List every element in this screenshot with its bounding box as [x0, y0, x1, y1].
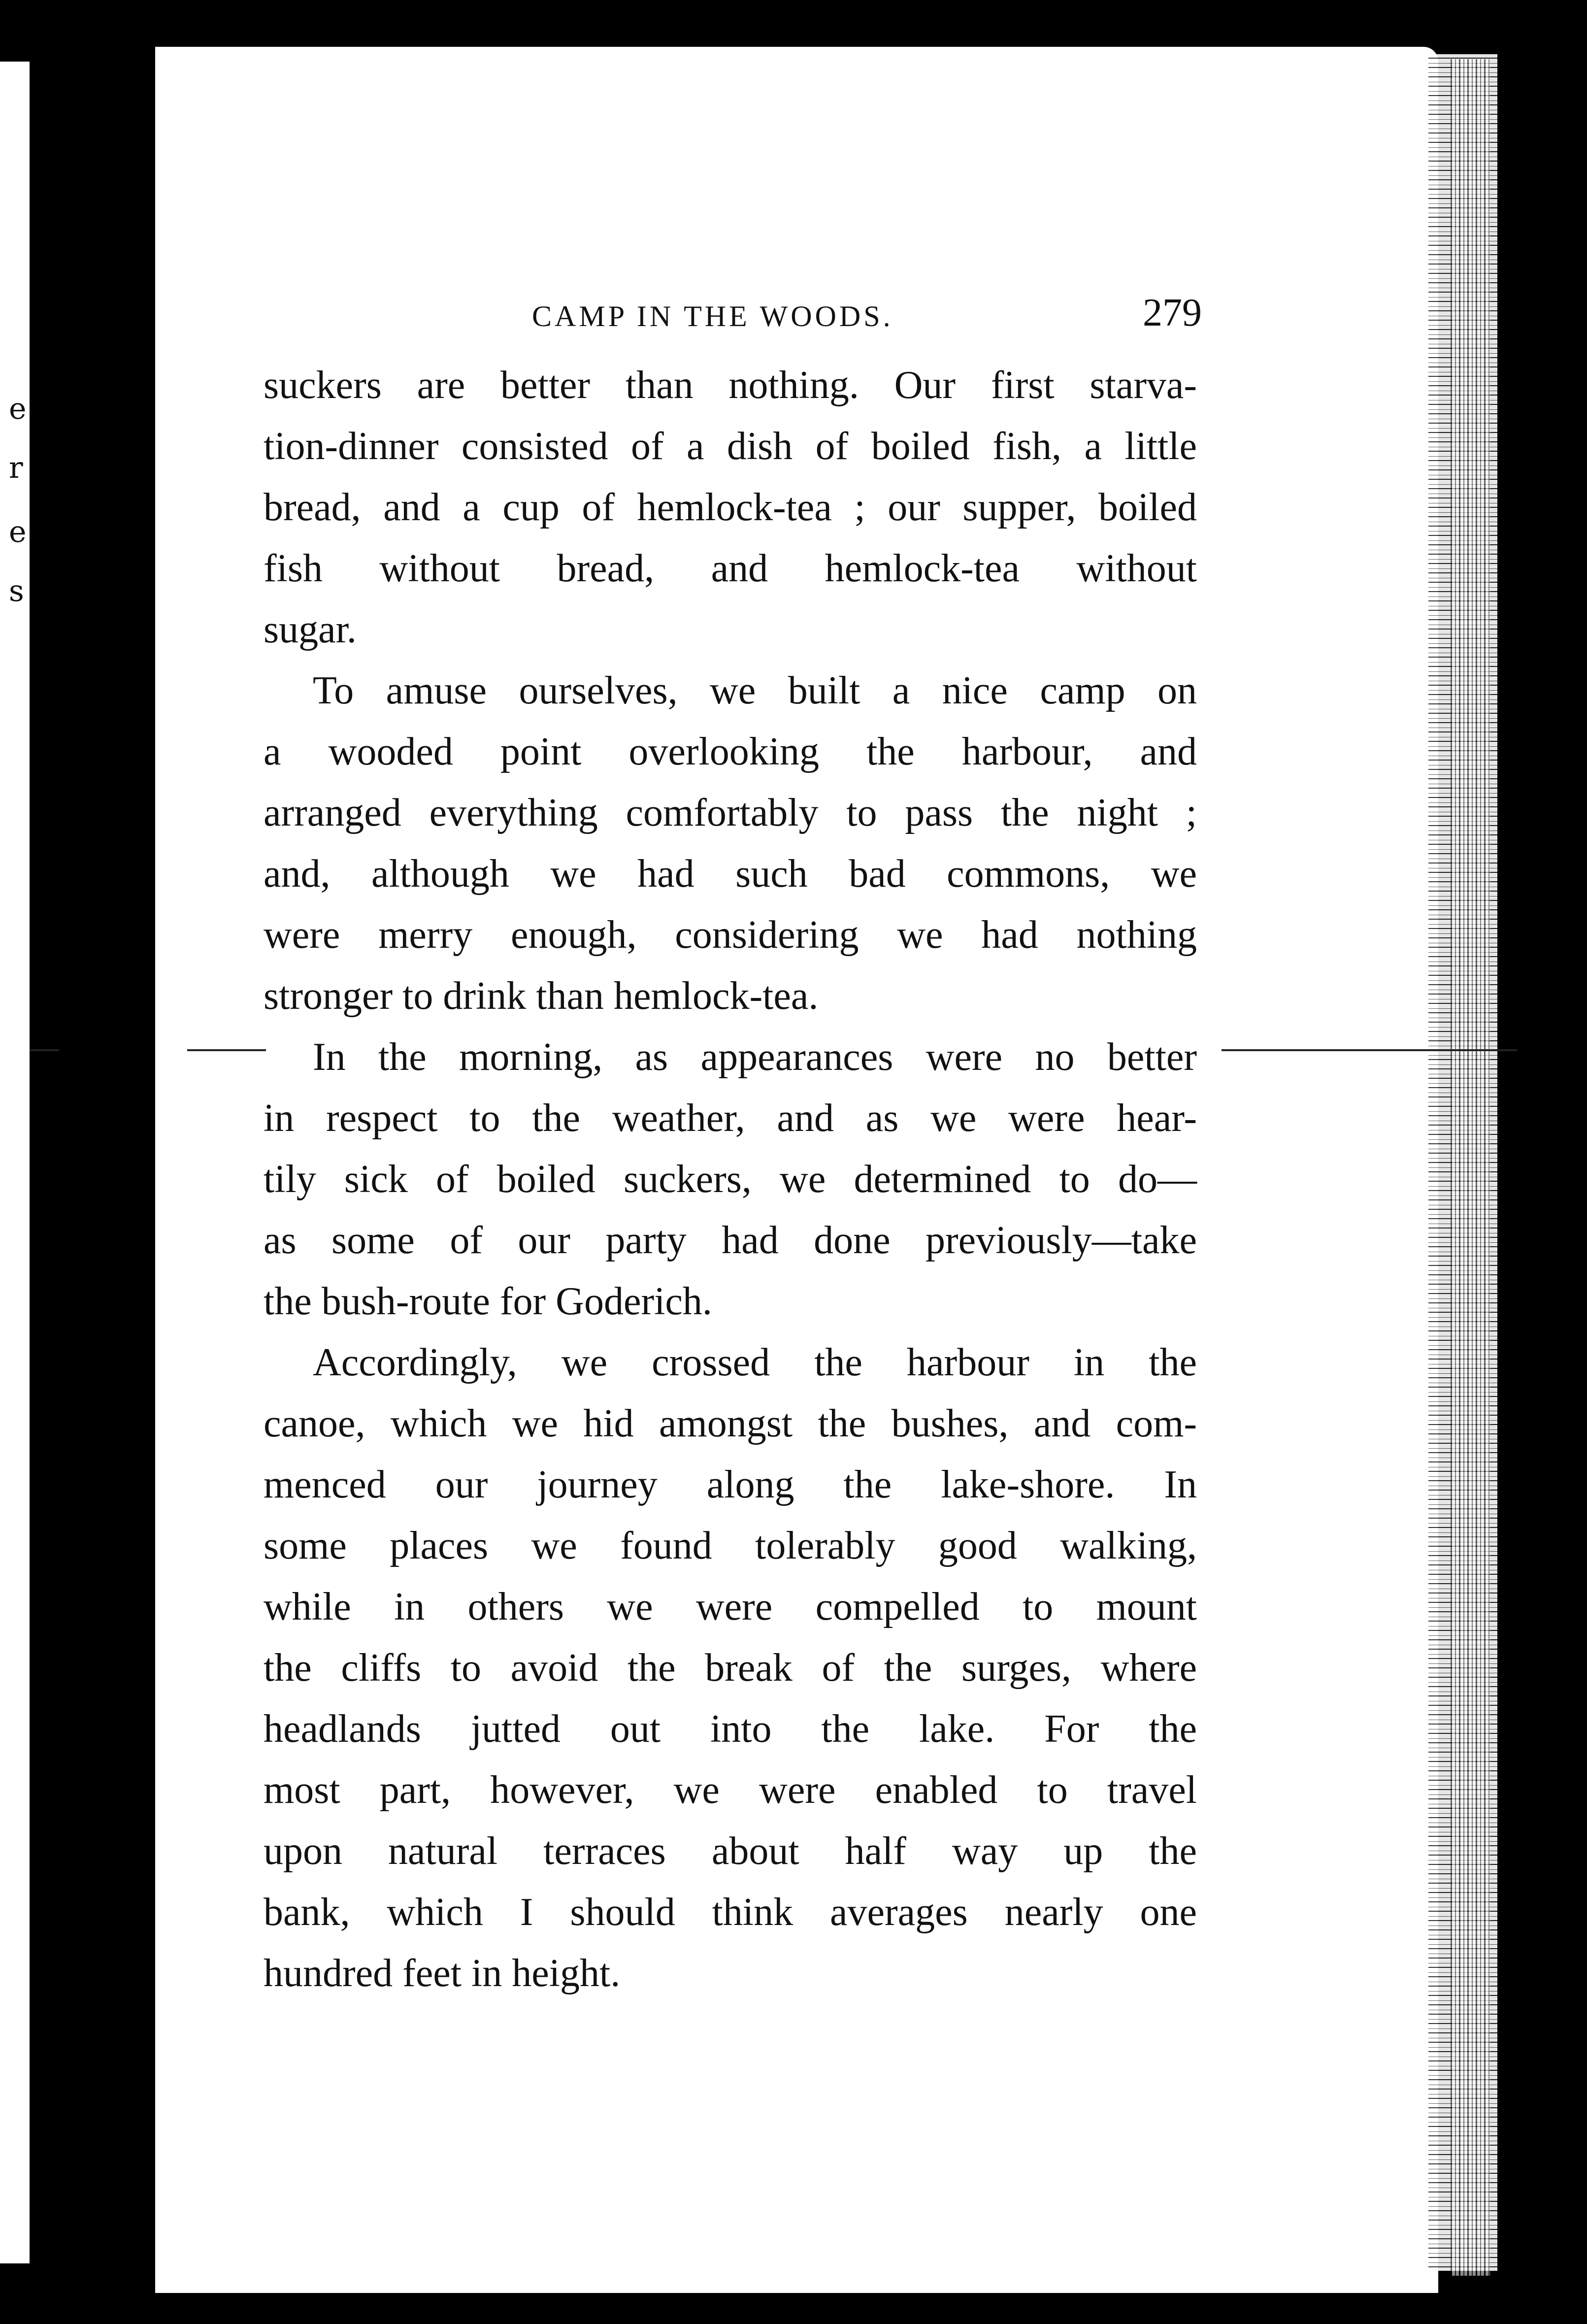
text-line: Accordingly, we crossed the harbour in the: [313, 1341, 1197, 1384]
facing-page-letter: e: [9, 515, 27, 549]
text-line: sugar.: [264, 608, 357, 651]
fold-mark-right: [1222, 1049, 1517, 1051]
body-text: [264, 355, 1197, 2004]
text-line: in respect to the weather, and as we were hear-: [264, 1096, 1197, 1140]
text-line: tily sick of boiled suckers, we determined to do—: [264, 1158, 1197, 1201]
text-line: hundred feet in height.: [264, 1952, 621, 1995]
page-number: 279: [1143, 291, 1202, 334]
running-head: CAMP IN THE WOODS.: [532, 300, 893, 332]
text-line: tion-dinner consisted of a dish of boiled fish, a little: [264, 425, 1197, 468]
paragraph: [264, 1332, 1197, 2004]
text-line: while in others we were compelled to mount: [264, 1585, 1197, 1628]
page-fore-edge-texture: [1451, 59, 1490, 2276]
text-line: bank, which I should think averages nearly one: [264, 1891, 1197, 1934]
text-line: In the morning, as appearances were no better: [313, 1035, 1197, 1079]
paragraph: [264, 355, 1197, 660]
text-line: bread, and a cup of hemlock-tea ; our supper, boiled: [264, 486, 1197, 529]
text-line: headlands jutted out into the lake. For the: [264, 1707, 1197, 1751]
text-line: and, although we had such bad commons, we: [264, 852, 1197, 896]
facing-page-letter: e: [9, 392, 27, 426]
facing-page-edge: [0, 62, 30, 2263]
text-line: the cliffs to avoid the break of the surges, where: [264, 1646, 1197, 1690]
text-line: the bush-route for Goderich.: [264, 1280, 712, 1323]
text-line: as some of our party had done previously—take: [264, 1219, 1197, 1262]
text-line: a wooded point overlooking the harbour, and: [264, 730, 1197, 773]
text-line: stronger to drink than hemlock-tea.: [264, 974, 819, 1018]
facing-page-letter: s: [9, 574, 24, 608]
text-line: some places we found tolerably good walking,: [264, 1524, 1197, 1567]
paragraph: [264, 1027, 1197, 1332]
text-line: upon natural terraces about half way up the: [264, 1829, 1197, 1873]
paragraph: [264, 660, 1197, 1027]
text-line: were merry enough, considering we had nothing: [264, 913, 1197, 957]
fold-mark-left: [30, 1049, 59, 1051]
text-line: arranged everything comfortably to pass the night ;: [264, 791, 1197, 834]
text-line: fish without bread, and hemlock-tea without: [264, 547, 1197, 590]
text-line: menced our journey along the lake-shore. In: [264, 1463, 1197, 1506]
facing-page-letter: r: [9, 451, 23, 485]
page-header: [266, 291, 1202, 335]
text-line: suckers are better than nothing. Our first starva-: [264, 364, 1197, 407]
text-line: most part, however, we were enabled to travel: [264, 1768, 1197, 1812]
text-line: To amuse ourselves, we built a nice camp on: [313, 669, 1197, 712]
fold-mark-margin: [187, 1049, 266, 1051]
text-line: canoe, which we hid amongst the bushes, and com-: [264, 1402, 1197, 1445]
